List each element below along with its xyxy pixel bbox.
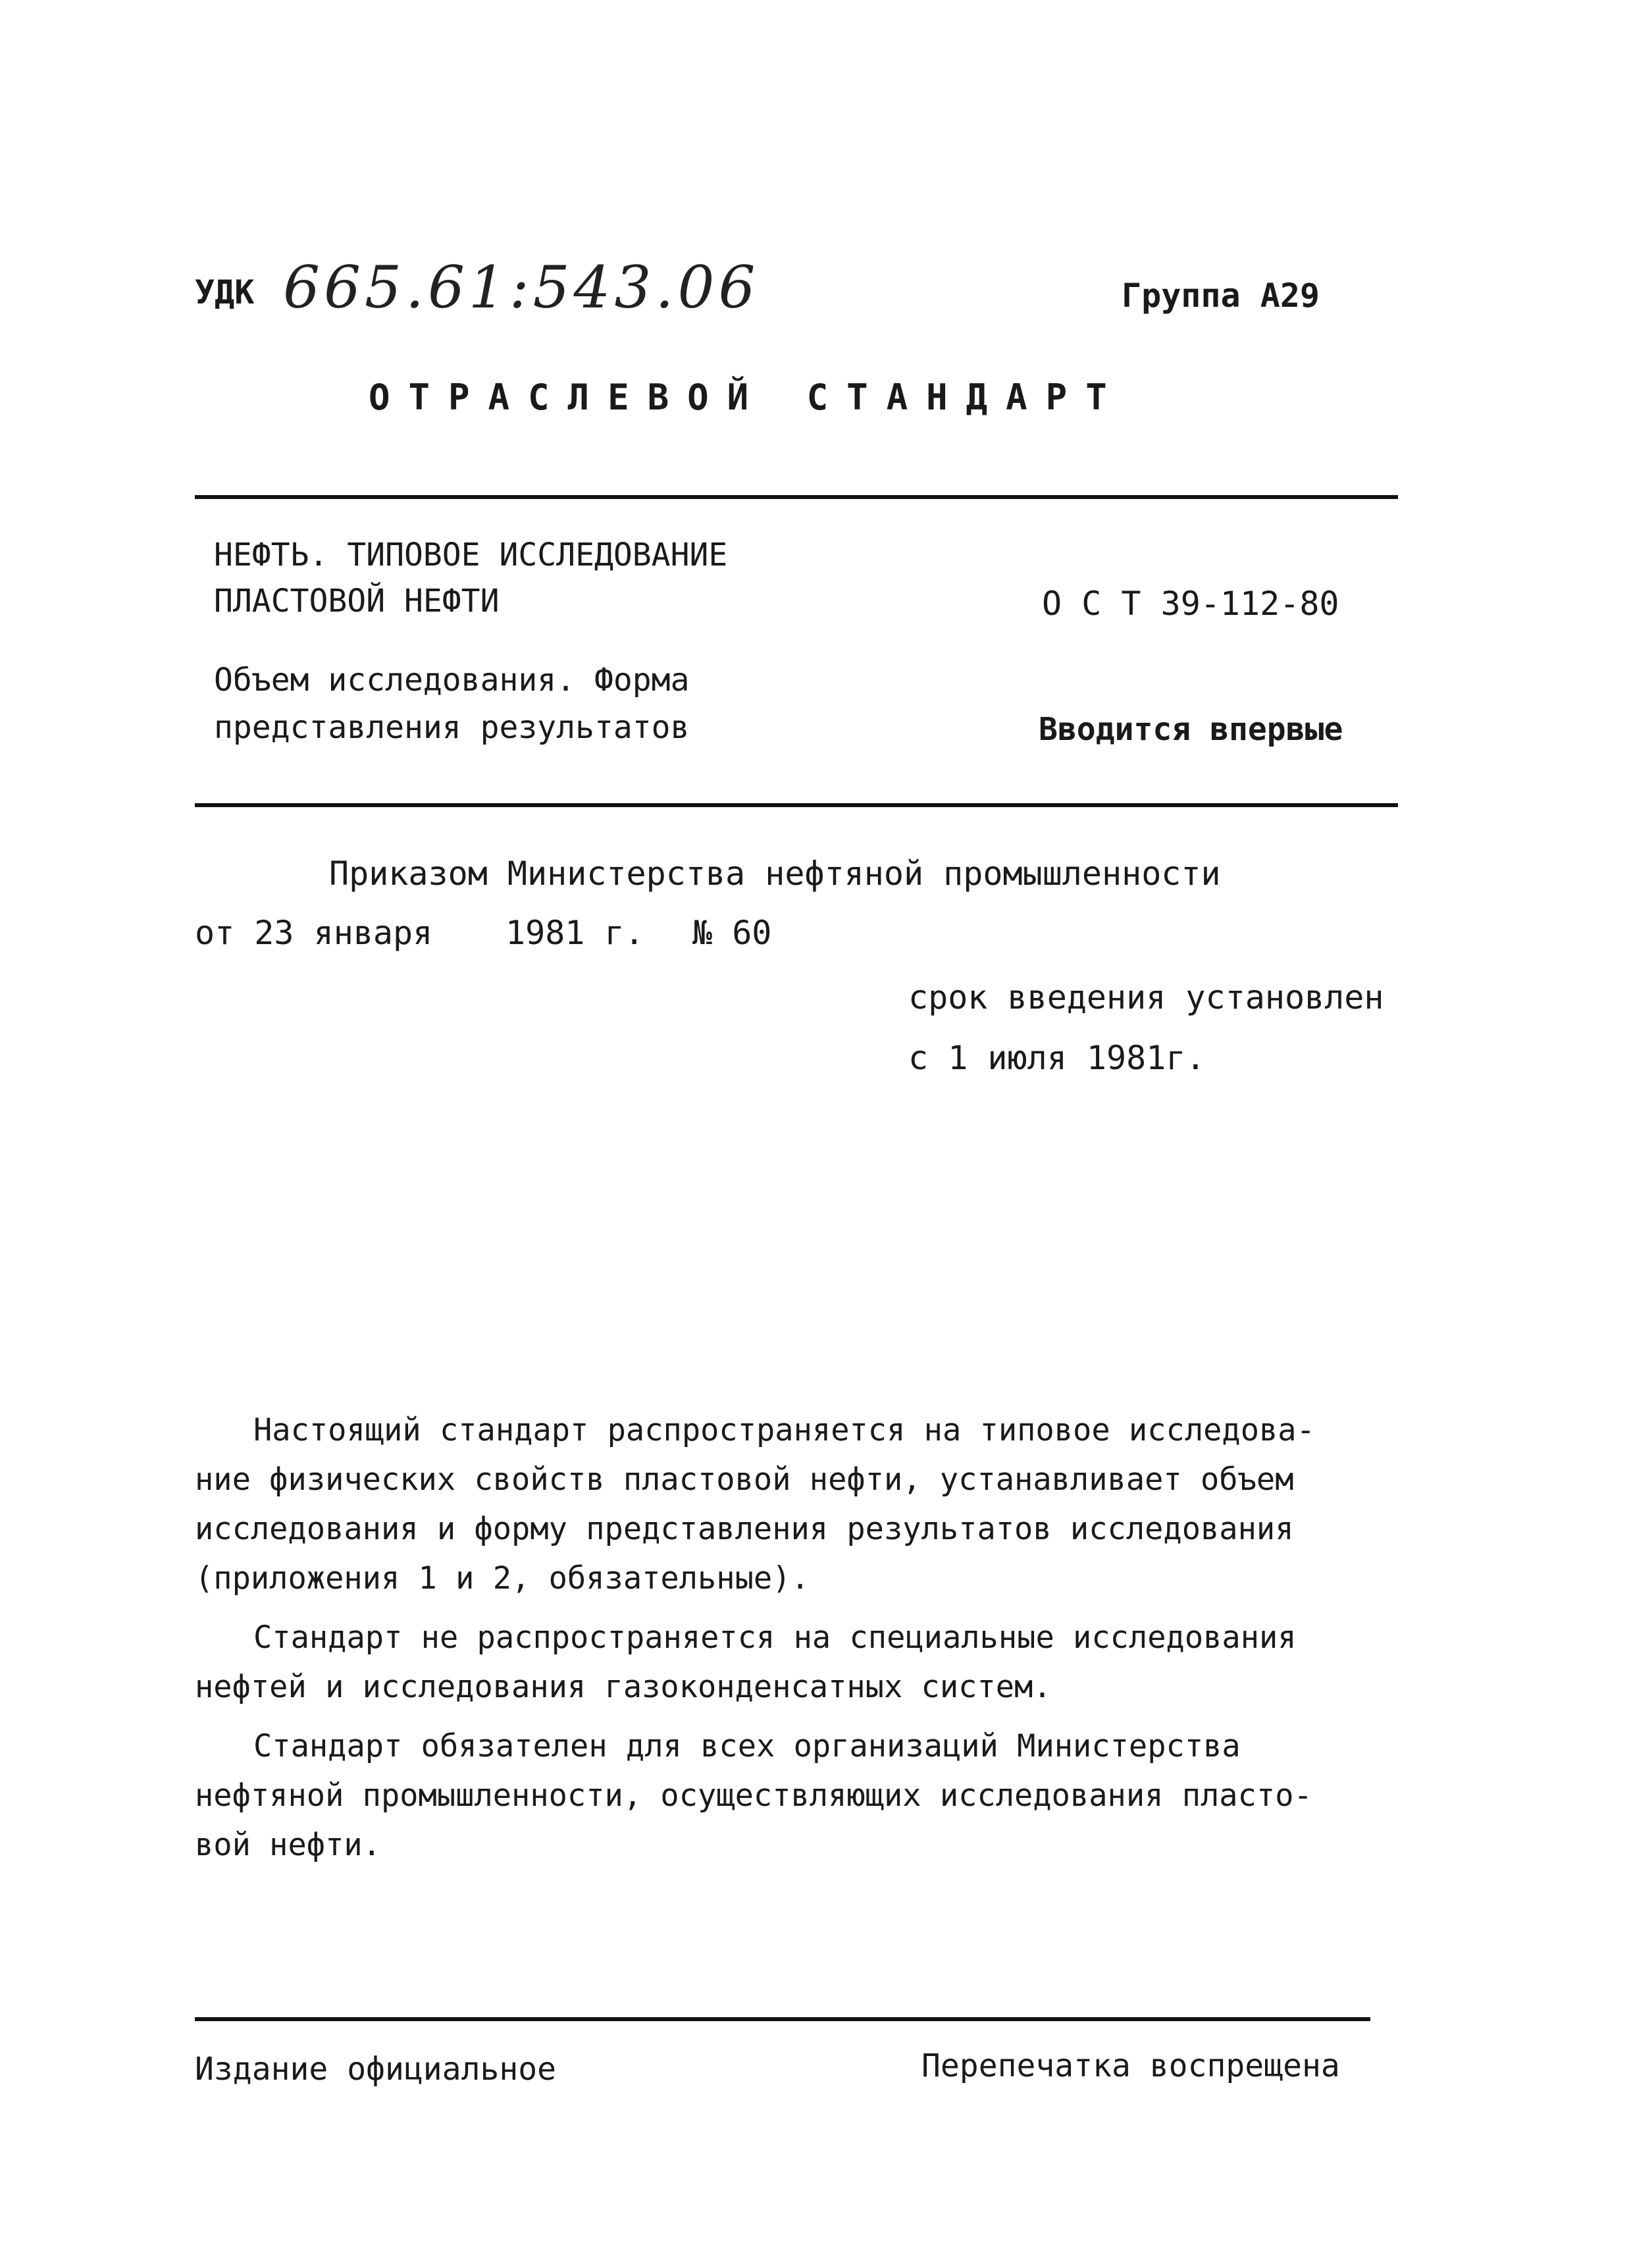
standard-type-heading: ОТРАСЛЕВОЙ СТАНДАРТ — [369, 377, 1126, 418]
reprint-note: Перепечатка воспрещена — [921, 2047, 1340, 2084]
udk-label: УДК — [195, 273, 255, 311]
paragraph-1-line-4: (приложения 1 и 2, обязательные). — [195, 1560, 810, 1596]
paragraph-1-line-2: ние физических свойств пластовой нефти, устанавливает объем — [195, 1462, 1294, 1498]
subtitle-line-1: Объем исследования. Форма — [214, 662, 690, 699]
effective-date-line-1: срок введения установлен — [908, 978, 1384, 1016]
effective-date-line-2: с 1 июля 1981г. — [908, 1039, 1206, 1077]
divider-bottom — [195, 2017, 1370, 2021]
paragraph-3-line-3: вой нефти. — [195, 1827, 381, 1863]
group-code: Группа А29 — [1122, 277, 1320, 315]
divider-middle — [195, 803, 1398, 807]
divider-top — [195, 495, 1398, 499]
paragraph-2-line-2: нефтей и исследования газоконденсатных систем. — [195, 1669, 1052, 1705]
order-line: Приказом Министерства нефтяной промышленности — [329, 855, 1221, 893]
standard-designation: О С Т 39-112-80 — [1042, 585, 1339, 623]
introduction-note: Вводится впервые — [1039, 711, 1343, 748]
paragraph-3-line-2: нефтяной промышленности, осуществляющих исследования пласто- — [195, 1778, 1312, 1814]
order-year: 1981 г. — [505, 914, 644, 952]
paragraph-1-line-1: Настоящий стандарт распространяется на типовое исследова- — [253, 1412, 1315, 1448]
title-line-2: ПЛАСТОВОЙ НЕФТИ — [214, 583, 500, 620]
edition-note: Издание официальное — [195, 2051, 557, 2088]
order-number: № 60 — [692, 914, 772, 952]
paragraph-1-line-3: исследования и форму представления результатов исследования — [195, 1511, 1294, 1547]
paragraph-3-line-1: Стандарт обязателен для всех организаций Министерства — [253, 1728, 1241, 1764]
paragraph-2-line-1: Стандарт не распространяется на специальные исследования — [253, 1620, 1297, 1656]
order-date: от 23 января — [195, 914, 433, 952]
udk-code-handwritten: 665.61:543.06 — [283, 253, 760, 321]
subtitle-line-2: представления результатов — [214, 709, 690, 746]
title-line-1: НЕФТЬ. ТИПОВОЕ ИССЛЕДОВАНИЕ — [214, 537, 728, 573]
